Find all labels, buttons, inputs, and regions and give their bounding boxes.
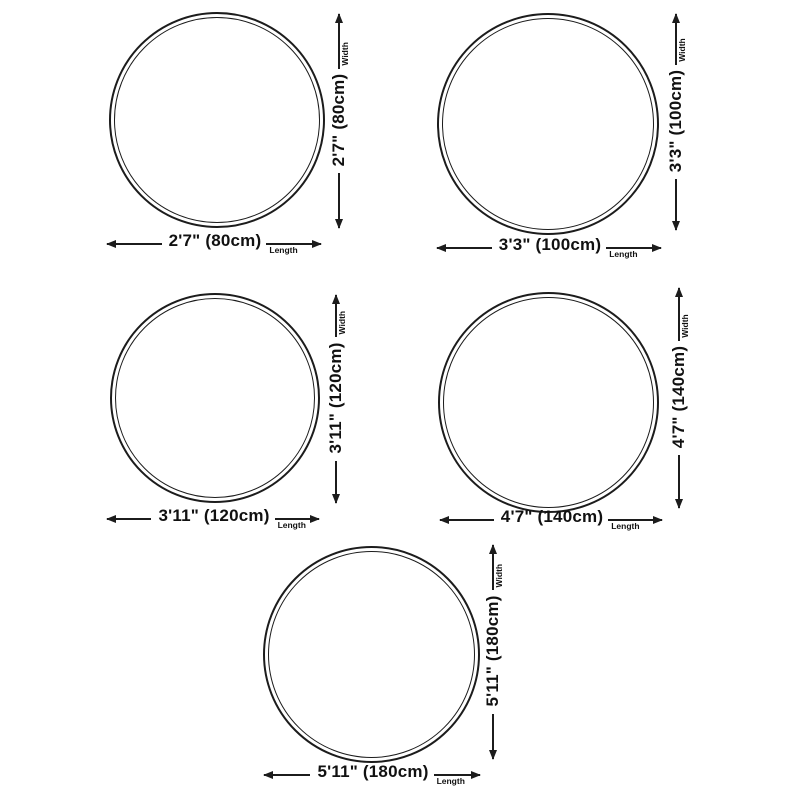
rug-circle-100cm — [437, 13, 659, 235]
rug-circle-120cm — [110, 293, 320, 503]
rug-circle-inner-ring — [443, 297, 654, 508]
rug-circle-inner-ring — [442, 18, 654, 230]
length-dimension-140cm — [440, 506, 662, 531]
width-dimension-120cm — [325, 295, 347, 503]
rug-circle-140cm — [438, 292, 659, 513]
dimension-arrow-line — [492, 545, 504, 590]
length-dimension-180cm — [264, 761, 480, 786]
dimension-arrow-line — [440, 519, 494, 521]
width-sub-label: Width — [677, 38, 687, 62]
dimension-arrow-line — [335, 461, 337, 503]
dimension-arrow-line — [434, 774, 480, 786]
width-dimension-180cm — [482, 545, 504, 759]
dimension-arrow-line — [338, 173, 340, 228]
dimension-arrow-line — [335, 295, 347, 337]
dimension-arrow-line — [492, 714, 494, 759]
length-sub-label: Length — [277, 520, 306, 530]
dimension-arrow-line — [275, 518, 319, 530]
width-size-label: 4'7" (140cm) — [669, 345, 688, 449]
width-sub-label: Width — [340, 42, 350, 66]
length-dimension-120cm — [107, 505, 319, 530]
width-dimension-80cm — [328, 14, 350, 228]
dimension-arrow-line — [107, 518, 151, 520]
length-sub-label: Length — [269, 245, 298, 255]
dimension-arrow-line — [266, 243, 321, 255]
length-sub-label: Length — [609, 249, 638, 259]
length-size-label: 3'11" (120cm) — [158, 506, 270, 525]
length-size-label: 4'7" (140cm) — [500, 507, 604, 526]
dimension-arrow-line — [675, 14, 687, 65]
dimension-arrow-line — [608, 519, 662, 531]
rug-circle-inner-ring — [268, 551, 475, 758]
dimension-arrow-line — [338, 14, 350, 69]
dimension-arrow-line — [264, 774, 310, 776]
length-size-label: 3'3" (100cm) — [498, 235, 602, 254]
rug-circle-180cm — [263, 546, 480, 763]
width-sub-label: Width — [494, 563, 504, 588]
dimension-arrow-line — [678, 455, 680, 508]
width-size-label: 3'11" (120cm) — [326, 342, 345, 454]
length-sub-label: Length — [436, 776, 465, 786]
width-size-label: 3'3" (100cm) — [666, 69, 685, 173]
width-dimension-140cm — [668, 288, 690, 508]
width-sub-label: Width — [680, 314, 690, 338]
width-dimension-100cm — [665, 14, 687, 230]
dimension-arrow-line — [606, 247, 661, 259]
length-size-label: 5'11" (180cm) — [317, 762, 429, 781]
width-size-label: 5'11" (180cm) — [483, 595, 502, 707]
dimension-arrow-line — [678, 288, 690, 341]
length-size-label: 2'7" (80cm) — [168, 231, 262, 250]
rug-circle-inner-ring — [115, 298, 315, 498]
rug-circle-80cm — [109, 12, 325, 228]
dimension-arrow-line — [675, 179, 677, 230]
length-dimension-80cm — [107, 230, 321, 255]
width-sub-label: Width — [337, 310, 347, 335]
length-sub-label: Length — [611, 521, 640, 531]
dimension-arrow-line — [107, 243, 162, 245]
rug-circle-inner-ring — [114, 17, 320, 223]
length-dimension-100cm — [437, 234, 661, 259]
width-size-label: 2'7" (80cm) — [329, 73, 348, 167]
dimension-arrow-line — [437, 247, 492, 249]
